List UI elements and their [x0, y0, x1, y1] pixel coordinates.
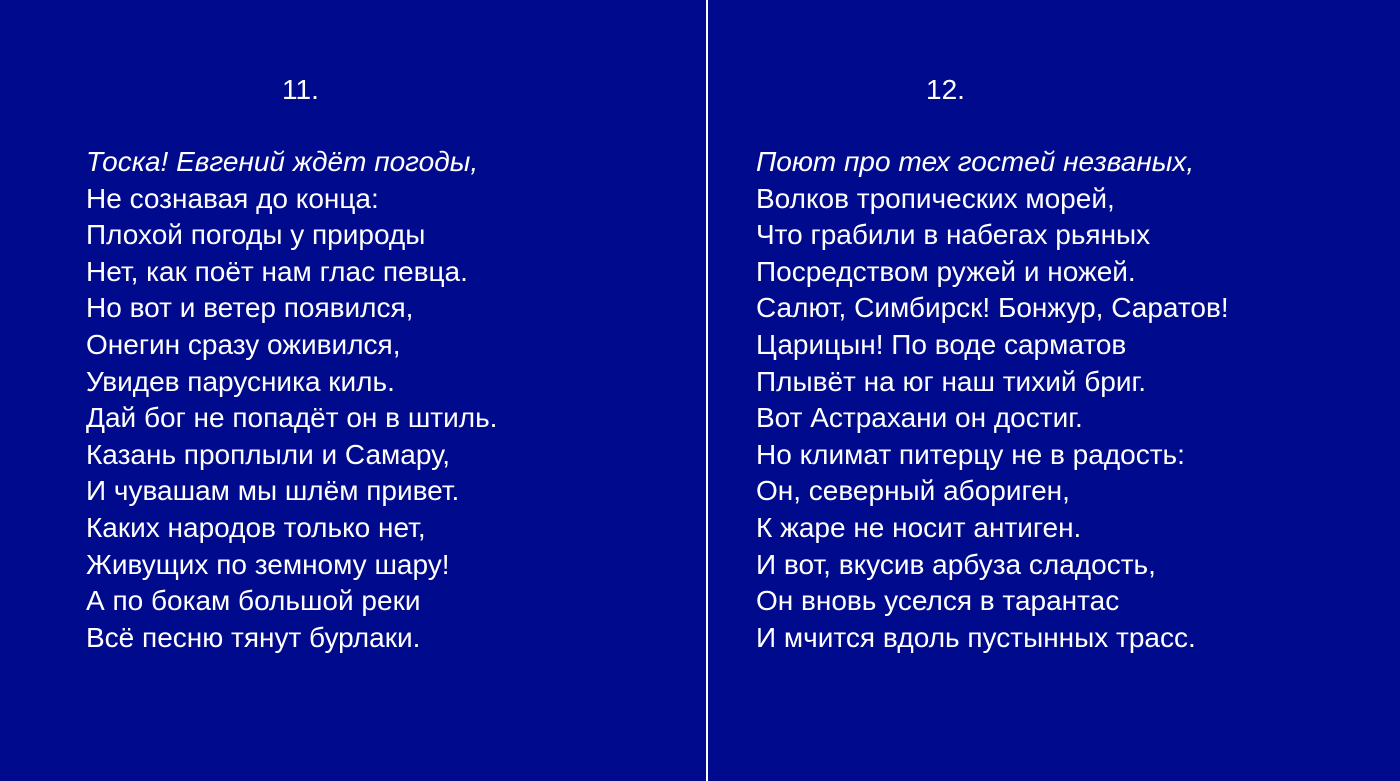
stanza-line: Он, северный абориген,	[756, 475, 1070, 507]
stanza-line: Всё песню тянут бурлаки.	[86, 621, 421, 653]
stanza-lines	[86, 144, 497, 656]
stanza-line: Тоска! Евгений ждёт погоды,	[86, 146, 479, 177]
stanza-line: Поют про тех гостей незваных,	[756, 146, 1195, 177]
stanza-line: Дай бог не попадёт он в штиль.	[86, 402, 498, 434]
stanza-line: Увидев парусника киль.	[86, 365, 395, 397]
stanza-line: А по бокам большой реки	[86, 585, 421, 617]
column-divider	[706, 0, 708, 781]
stanza-line: Живущих по земному шару!	[86, 548, 450, 580]
stanza-line: И вот, вкусив арбуза сладость,	[756, 548, 1156, 580]
stanza-line: Но климат питерцу не в радость:	[756, 438, 1185, 470]
stanza-line: Салют, Симбирск! Бонжур, Саратов!	[756, 292, 1229, 324]
stanza-line: К жаре не носит антиген.	[756, 511, 1082, 543]
stanza-line: Посредством ружей и ножей.	[756, 255, 1136, 287]
stanza-line: Не сознавая до конца:	[86, 182, 379, 214]
stanza-line: Но вот и ветер появился,	[86, 292, 414, 324]
stanza-line: Вот Астрахани он достиг.	[756, 402, 1083, 434]
stanza-lines	[756, 144, 1229, 656]
stanza-line: Плохой погоды у природы	[86, 219, 426, 251]
stanza-line: Каких народов только нет,	[86, 511, 426, 543]
stanza-line: И мчится вдоль пустынных трасс.	[756, 621, 1196, 653]
stanza-line: Он вновь уселся в тарантас	[756, 585, 1120, 617]
stanza-line: Плывёт на юг наш тихий бриг.	[756, 365, 1147, 397]
stanza-line: И чувашам мы шлём привет.	[86, 475, 460, 507]
stanza-line: Онегин сразу оживился,	[86, 328, 401, 360]
stanza-line: Волков тропических морей,	[756, 182, 1115, 214]
stanza-line: Царицын! По воде сарматов	[756, 328, 1127, 360]
stanza-number: 12.	[926, 74, 965, 105]
stanza-line: Нет, как поёт нам глас певца.	[86, 255, 468, 287]
stanza-line: Казань проплыли и Самару,	[86, 438, 451, 470]
stanza-line: Что грабили в набегах рьяных	[756, 219, 1151, 251]
stanza-number: 11.	[282, 74, 319, 105]
